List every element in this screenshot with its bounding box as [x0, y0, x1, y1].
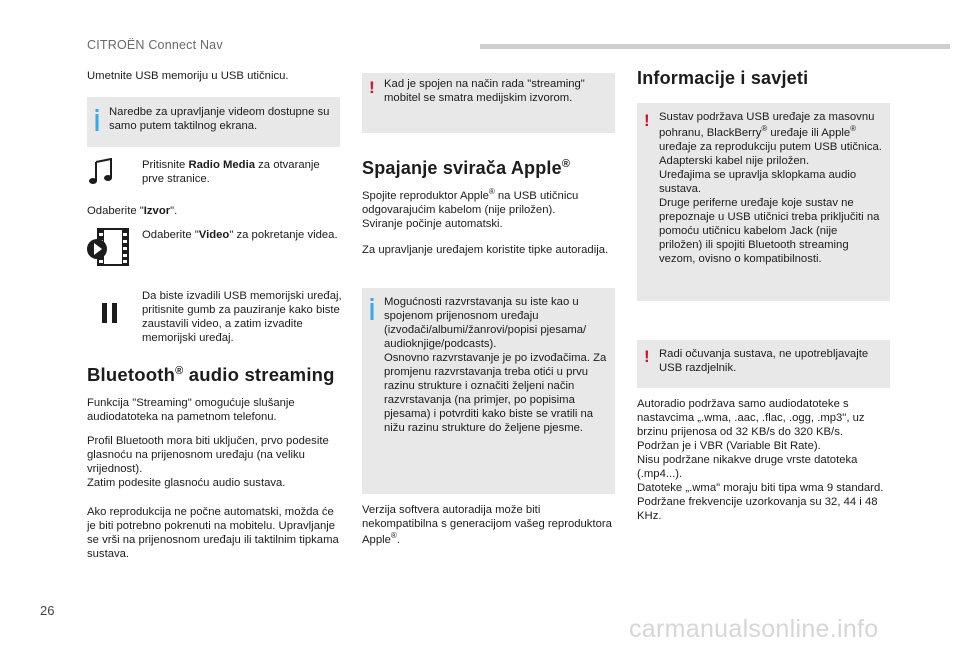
pause-icon: [100, 302, 120, 328]
bluetooth-paragraph-1: Funkcija "Streaming" omogućuje slušanje audiodatoteka na pametnom telefonu.: [87, 397, 295, 423]
apple-section-title: Spajanje svirača Apple®: [362, 158, 571, 178]
select-source: Odaberite "Izvor".: [87, 205, 178, 217]
step-radio-media: Pritisnite Radio Media za otvaranje prve stranice.: [142, 159, 320, 185]
music-note-icon: [87, 158, 117, 190]
step-video: Odaberite "Video" za pokretanje videa.: [142, 229, 338, 241]
supported-formats: Autoradio podržava samo audiodatoteke s nastavcima „.wma, .aac, .flac, .ogg, .mp3", uz brzinu prijenosa od 32 KB/s do 320 KB/s. Podržan je i VBR (Variable Bit Rate). Nisu podržane nikakve druge vrste datoteka (.mp4...). Datoteke „.wma" moraju biti tipa wma 9 standard. Podržane frekvencije uzorkovanja su 32, 44 i 48 KHz.: [637, 398, 884, 522]
info-note-sorting: Mogućnosti razvrstavanja su iste kao u spojenom prijenosnom uređaju (izvođači/albumi/žanrovi/popisi pjesama/ audioknjige/podcasts). Osnovno razvrstavanje je po izvođačima. Za promjenu razvrstavanja treba otići u prvu razinu strukture i označiti željeni način razvrstavanja (na primjer, po popisima pjesama) i potvrditi kako biste se vratili na nižu razinu strukture do željene pjesme.: [362, 288, 615, 494]
bluetooth-section-title: Bluetooth® audio streaming: [87, 364, 335, 385]
info-note-video-text: Naredbe za upravljanje videom dostupne su samo putem taktilnog ekrana.: [109, 106, 330, 132]
watermark: carmanualsonline.info: [629, 615, 879, 643]
info-icon: [370, 298, 374, 324]
info-icon: [95, 109, 99, 135]
apple-paragraph-1: Spojite reproduktor Apple® na USB utičnicu odgovarajućim kabelom (nije priložen). Sviranje počinje automatski.: [362, 187, 579, 230]
warning-icon: !: [369, 78, 375, 97]
bluetooth-paragraph-3: Ako reprodukcija ne počne automatski, možda će je biti potrebno pokrenuti na mobitelu. Upravljanje se vrši na prijenosnom uređaju ili taktilnim tipkama sustava.: [87, 506, 339, 560]
warning-note-usb-hub: ! Radi očuvanja sustava, ne upotrebljavajte USB razdjelnik.: [637, 340, 890, 388]
header-brand: CITROËN Connect Nav: [87, 38, 223, 52]
bluetooth-paragraph-2: Profil Bluetooth mora biti uključen, prvo podesite glasnoću na prijenosnom uređaju (na veliku vrijednost). Zatim podesite glasnoću audio sustava.: [87, 435, 329, 489]
info-section-title: Informacije i savjeti: [637, 68, 809, 88]
intro-text: Umetnite USB memoriju u USB utičnicu.: [87, 70, 289, 82]
version-compatibility: Verzija softvera autoradija može biti nekompatibilna s generacijom vašeg reproduktora Apple®.: [362, 504, 612, 546]
warning-note-streaming: [362, 73, 615, 133]
info-note-video: [87, 97, 340, 147]
warning-icon: !: [644, 111, 650, 130]
header-rule: [480, 44, 950, 49]
video-film-icon: [86, 228, 130, 270]
page-number: 26: [40, 603, 55, 618]
warning-note-streaming-text: Kad je spojen na način rada "streaming" mobitel se smatra medijskim izvorom.: [384, 78, 585, 104]
warning-icon: !: [644, 347, 650, 366]
step-pause: Da biste izvadili USB memorijski uređaj, pritisnite gumb za pauziranje kako biste zaustavili video, a zatim izvadite memorijski uređaj.: [142, 290, 342, 344]
warning-note-usb-devices: ! Sustav podržava USB uređaje za masovnu pohranu, BlackBerry® uređaje ili Apple® uređaje za reprodukciju putem USB utičnica. Adapterski kabel nije priložen. Uređajima se upravlja sklopkama audio sustava. Druge periferne uređaje koje sustav ne prepoznaje u USB utičnici treba priključiti na pomoću utičnicu kabelom Jack (nije priložen) ili spojiti Bluetooth streaming vezom, ovisno o kompatibilnosti.: [637, 103, 890, 301]
apple-paragraph-2: Za upravljanje uređajem koristite tipke autoradija.: [362, 244, 609, 256]
